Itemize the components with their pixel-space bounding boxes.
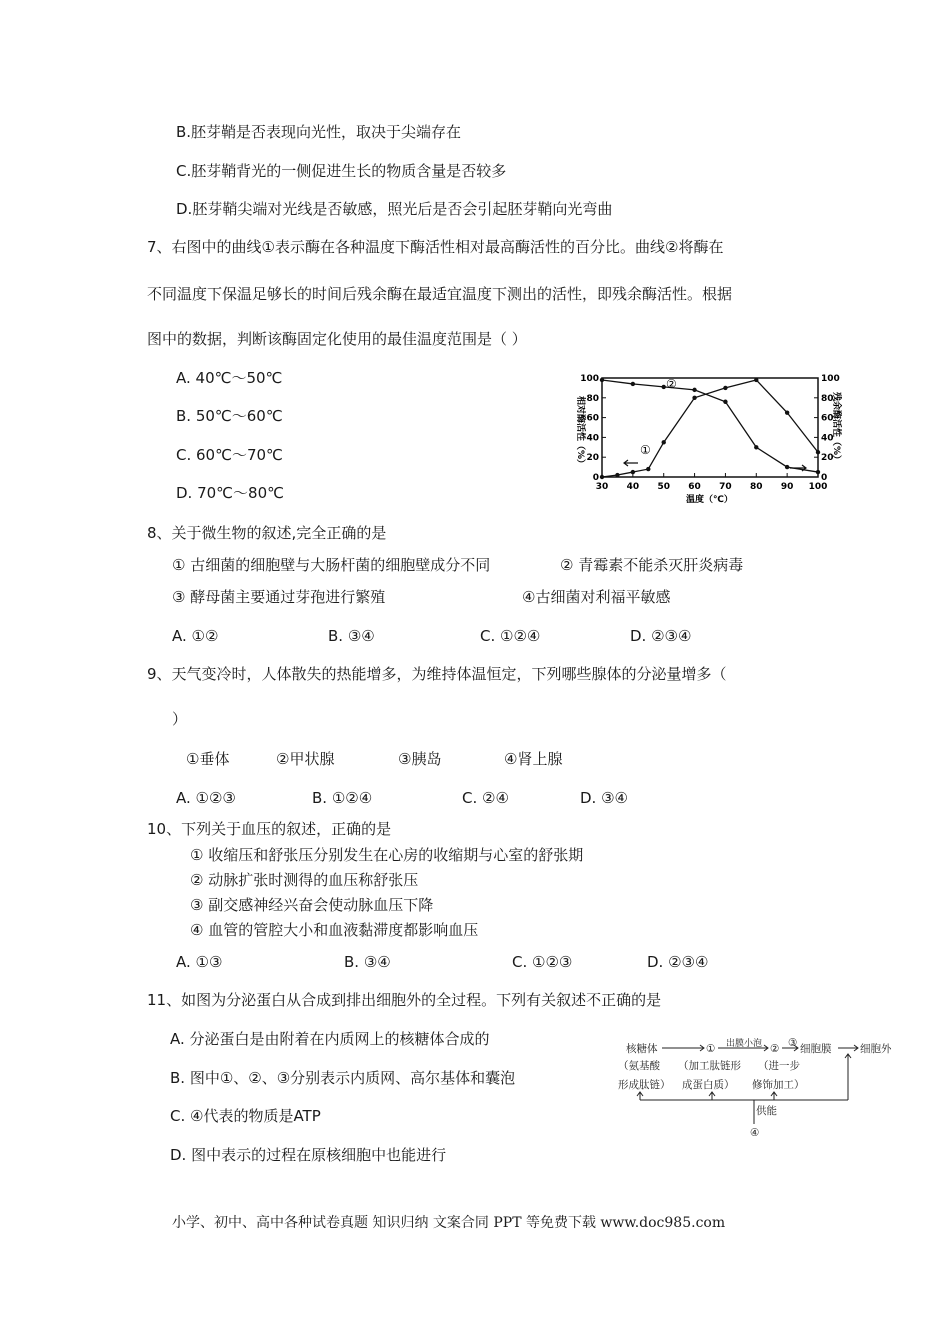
series-point-2: [785, 465, 789, 469]
node-4: ④: [750, 1127, 760, 1139]
q10-option-c: C. ①②③: [512, 953, 573, 971]
q9-stem-line1: 9、天气变冷时，人体散失的热能增多，为维持体温恒定，下列哪些腺体的分泌量增多（: [147, 665, 727, 683]
series-point-1: [600, 475, 604, 479]
energy-to-ribosome: [637, 1092, 643, 1100]
y-tick-label-right: 60: [821, 413, 834, 424]
q9-stem-line2: ）: [172, 710, 188, 728]
series-point-2: [692, 388, 696, 392]
q10-option-a: A. ①③: [176, 953, 223, 971]
q10-statement-1: ① 收缩压和舒张压分别发生在心房的收缩期与心室的舒张期: [190, 846, 584, 864]
q7-stem-line1: 7、右图中的曲线①表示酶在各种温度下酶活性相对最高酶活性的百分比。曲线②将酶在: [147, 238, 724, 256]
series-point-1: [816, 450, 820, 454]
q10-stem: 10、下列关于血压的叙述，正确的是: [147, 820, 392, 838]
ribosome-note-2: 形成肽链）: [618, 1079, 671, 1091]
q6-option-c: C.胚芽鞘背光的一侧促进生长的物质含量是否较多: [176, 162, 507, 180]
arrow-membrane-to-outside: [838, 1045, 858, 1051]
series-point-1: [723, 386, 727, 390]
series-point-1: [646, 467, 650, 471]
x-tick-label: 90: [780, 482, 794, 492]
y-tick-label-right: 80: [821, 393, 834, 404]
series-point-2: [816, 470, 820, 474]
curve1-label: ①: [640, 443, 651, 457]
series-point-2: [631, 382, 635, 386]
outside-label: 细胞外: [860, 1043, 892, 1055]
node-2: ②: [770, 1043, 780, 1055]
q9-option-d: D. ③④: [580, 789, 628, 807]
energy-to-1: [709, 1092, 715, 1100]
q11-option-a: A. 分泌蛋白是由附着在内质网上的核糖体合成的: [170, 1030, 490, 1048]
y-tick-label-left: 60: [586, 413, 599, 424]
series-line-2: [602, 380, 818, 472]
q10-option-b: B. ③④: [344, 953, 391, 971]
series-point-1: [631, 470, 635, 474]
q8-stem: 8、关于微生物的叙述,完全正确的是: [147, 524, 387, 542]
page-footer: 小学、初中、高中各种试卷真题 知识归纳 文案合同 PPT 等免费下载 www.doc985.com: [172, 1215, 726, 1231]
y-axis-label-right: 残余酶活性（%）: [831, 392, 841, 465]
x-tick-label: 60: [688, 482, 701, 492]
q10-statement-4: ④ 血管的管腔大小和血液黏滞度都影响血压: [190, 921, 479, 939]
node-1-note-2: 成蛋白质）: [682, 1079, 735, 1091]
series-point-2: [723, 400, 727, 404]
y-tick-label-left: 40: [586, 433, 599, 444]
q6-option-d: D.胚芽鞘尖端对光线是否敏感，照光后是否会引起胚芽鞘向光弯曲: [176, 200, 613, 218]
q7-option-d: D. 70℃～80℃: [176, 484, 284, 502]
enzyme-activity-chart: [566, 366, 842, 504]
q8-statement-2: ② 青霉素不能杀灭肝炎病毒: [560, 556, 744, 574]
y-tick-label-left: 20: [586, 453, 599, 464]
series-point-1: [754, 378, 758, 382]
q8-statement-3: ③ 酵母菌主要通过芽孢进行繁殖: [172, 588, 386, 606]
series-point-1: [662, 440, 666, 444]
node-1: ①: [706, 1043, 716, 1055]
ribosome-note-1: （氨基酸: [618, 1060, 660, 1072]
y-tick-label-right: 0: [821, 473, 828, 483]
x-tick-label: 40: [626, 482, 640, 492]
q8-option-b: B. ③④: [328, 627, 375, 645]
series-point-1: [785, 410, 789, 414]
q9-option-b: B. ①②④: [312, 789, 373, 807]
x-tick-label: 70: [719, 482, 732, 492]
q10-statement-2: ② 动脉扩张时测得的血压称舒张压: [190, 871, 419, 889]
q8-statement-1: ① 古细菌的细胞壁与大肠杆菌的细胞壁成分不同: [172, 556, 491, 574]
q11-option-b: B. 图中①、②、③分别表示内质网、高尔基体和囊泡: [170, 1069, 516, 1087]
x-tick-label: 50: [657, 482, 670, 492]
series-point-2: [600, 378, 604, 382]
y-tick-label-left: 0: [592, 473, 599, 483]
curve1-arrow: [624, 460, 638, 466]
q7-option-b: B. 50℃～60℃: [176, 407, 283, 425]
x-tick-label: 30: [595, 482, 609, 492]
y-axis-label-left: 相对酶活性（%）: [575, 396, 585, 469]
q10-statement-3: ③ 副交感神经兴奋会使动脉血压下降: [190, 896, 434, 914]
membrane-label: 细胞膜: [800, 1043, 832, 1055]
y-tick-label-right: 100: [821, 374, 840, 384]
node-2-note-2: 修饰加工）: [752, 1079, 805, 1091]
energy-to-membrane: [845, 1054, 851, 1100]
q11-stem: 11、如图为分泌蛋白从合成到排出细胞外的全过程。下列有关叙述不正确的是: [147, 991, 662, 1009]
energy-to-2: [771, 1092, 777, 1100]
x-axis-label: 温度（℃）: [686, 495, 733, 504]
secretion-process-diagram: [612, 1038, 902, 1144]
ribosome-label: 核糖体: [626, 1043, 658, 1055]
curve2-label: ②: [666, 377, 677, 391]
y-tick-label-left: 80: [586, 393, 599, 404]
x-tick-label: 100: [808, 482, 828, 492]
q8-option-c: C. ①②④: [480, 627, 541, 645]
q7-option-a: A. 40℃～50℃: [176, 369, 283, 387]
q9-gland-2: ②甲状腺: [276, 750, 335, 768]
q8-option-a: A. ①②: [172, 627, 219, 645]
q6-option-b: B.胚芽鞘是否表现向光性，取决于尖端存在: [176, 123, 462, 141]
series-point-2: [754, 445, 758, 449]
q7-option-c: C. 60℃～70℃: [176, 446, 283, 464]
series-point-1: [615, 473, 619, 477]
q9-gland-1: ①垂体: [186, 750, 230, 768]
q8-statement-4: ④古细菌对利福平敏感: [522, 588, 671, 606]
node-3: ③: [788, 1038, 798, 1049]
y-tick-label-right: 40: [821, 433, 834, 444]
q11-option-d: D. 图中表示的过程在原核细胞中也能进行: [170, 1146, 447, 1164]
q7-stem-line2: 不同温度下保温足够长的时间后残余酶在最适宜温度下测出的活性，即残余酶活性。根据: [147, 285, 733, 303]
q9-option-c: C. ②④: [462, 789, 509, 807]
y-tick-label-right: 20: [821, 453, 834, 464]
q11-option-c: C. ④代表的物质是ATP: [170, 1107, 321, 1125]
arrow-ribosome-to-1: [662, 1045, 704, 1051]
node-1-note-1: （加工肽链形: [678, 1060, 741, 1072]
y-tick-label-left: 100: [580, 374, 599, 384]
q9-gland-4: ④肾上腺: [504, 750, 563, 768]
vesicle-label: 出膜小泡: [726, 1039, 763, 1049]
x-tick-label: 80: [750, 482, 763, 492]
series-point-1: [692, 396, 696, 400]
curve2-arrow: [790, 465, 806, 471]
energy-label: 供能: [756, 1105, 777, 1117]
q8-option-d: D. ②③④: [630, 627, 692, 645]
q10-option-d: D. ②③④: [647, 953, 709, 971]
q9-option-a: A. ①②③: [176, 789, 236, 807]
q7-stem-line3: 图中的数据，判断该酶固定化使用的最佳温度范围是（ ）: [147, 330, 527, 348]
q9-gland-3: ③胰岛: [398, 750, 442, 768]
node-2-note-1: （进一步: [758, 1060, 800, 1072]
